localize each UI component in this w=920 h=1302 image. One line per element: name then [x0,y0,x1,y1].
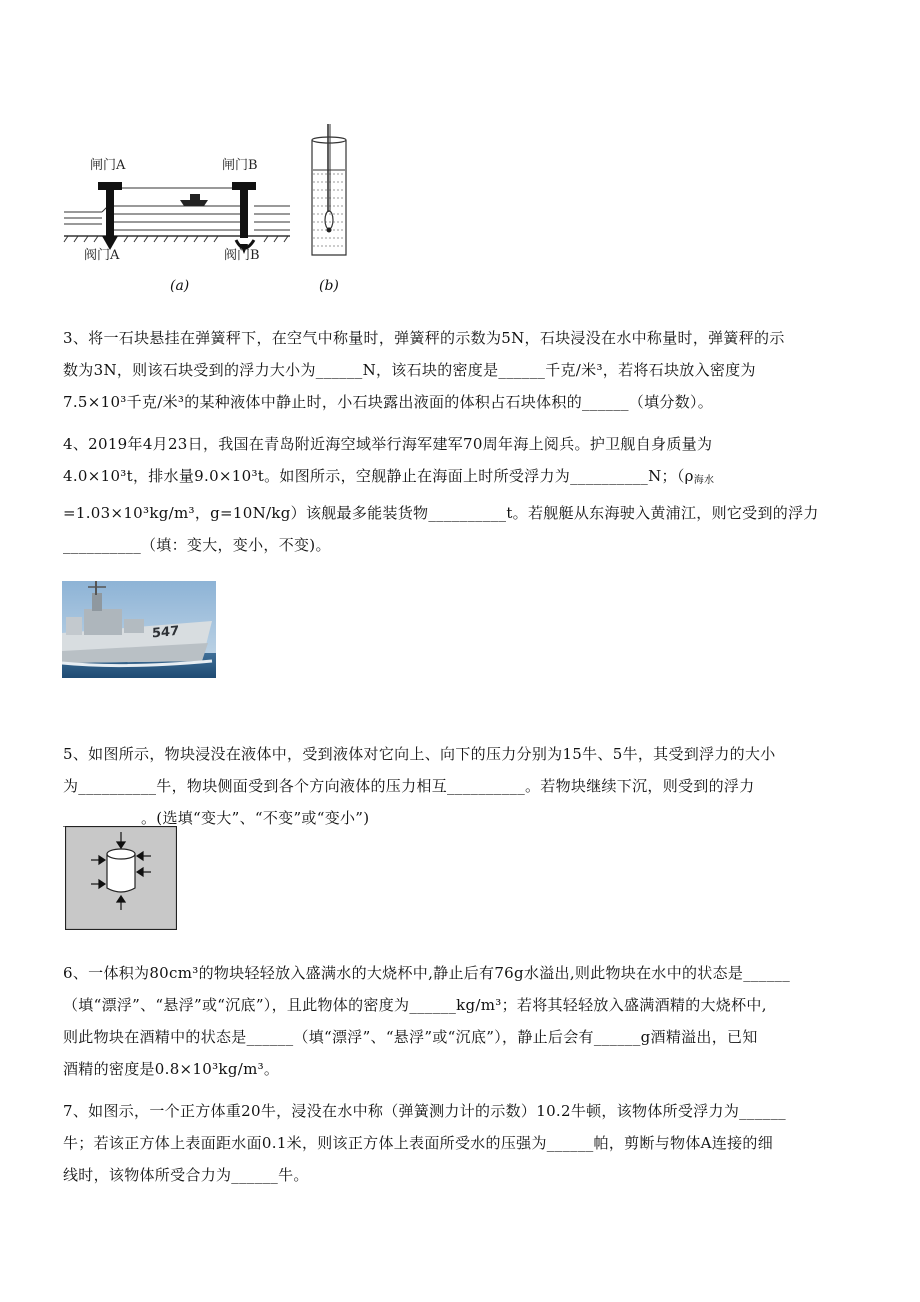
q4-line-2-text: 4.0×10³t，排水量9.0×10³t。如图所示，空舰静止在海面上时所受浮力为__________N；（ρ [63,467,694,485]
q3-line-2: 数为3N，则该石块受到的浮力大小为______N，该石块的密度是______千克/米³，若将石块放入密度为 [63,361,756,379]
q7-line-1: 7、如图示，一个正方体重20牛，浸没在水中称（弹簧测力计的示数）10.2牛顿，该物体所受浮力为______ [63,1102,786,1120]
q4-line-2 [63,460,863,497]
question-7 [63,1095,863,1191]
q3-line-1: 3、将一石块悬挂在弹簧秤下，在空气中称量时，弹簧秤的示数为5N，石块浸没在水中称量时，弹簧秤的示 [63,329,785,347]
ship-hull-number: 547 [152,623,180,642]
q6-line-3: 则此物块在酒精中的状态是______（填“漂浮”、“悬浮”或“沉底”），静止后会有______g酒精溢出，已知 [63,1028,758,1046]
q5-line-1: 5、如图所示，物块浸没在液体中，受到液体对它向上、向下的压力分别为15牛、5牛，其受到浮力的大小 [63,745,776,763]
question-6 [63,957,863,1085]
q4-line-3: =1.03×10³kg/m³，g=10N/kg）该舰最多能装货物__________t。若舰艇从东海驶入黄浦江，则它受到的浮力 [63,504,819,522]
q6-line-1: 6、一体积为80cm³的物块轻轻放入盛满水的大烧杯中,静止后有76g水溢出,则此物块在水中的状态是______ [63,964,790,982]
warship-image [62,581,216,678]
gate-a-label: 闸门A [90,158,126,173]
q4-line-4: __________（填：变大，变小，不变)。 [63,536,331,554]
question-3 [63,322,863,418]
q4-line-1: 4、2019年4月23日，我国在青岛附近海空域举行海军建军70周年海上阅兵。护卫舰自身质量为 [63,435,713,453]
q7-line-3: 线时，该物体所受合力为______牛。 [63,1166,309,1184]
question-4 [63,428,863,561]
figure-a [62,150,292,300]
q4-seawater-subscript: 海水 [693,475,715,486]
q7-line-2: 牛；若该正方体上表面距水面0.1米，则该正方体上表面所受水的压强为______帕，剪断与物体A连接的细 [63,1134,773,1152]
q3-line-3: 7.5×10³千克/米³的某种液体中静止时，小石块露出液面的体积占石块体积的______（填分数）。 [63,393,714,411]
q5-line-2: 为__________牛，物块侧面受到各个方向液体的压力相互__________。若物块继续下沉，则受到的浮力 [63,777,755,795]
figure-a-caption: (a) [170,278,190,294]
figure-b [300,120,360,300]
valve-b-label: 阀门B [224,248,260,263]
q6-line-4: 酒精的密度是0.8×10³kg/m³。 [63,1060,280,1078]
hydrometer-diagram [300,120,360,270]
pressure-arrows-diagram [65,826,177,930]
figure-b-caption: (b) [319,278,339,294]
q5-line-3: __________。(选填“变大”、“不变”或“变小”) [63,809,370,827]
gate-b-label: 闸门B [222,158,258,173]
submerged-block-figure [65,826,177,930]
question-5 [63,738,863,834]
q6-line-2: （填“漂浮”、“悬浮”或“沉底”），且此物体的密度为______kg/m³；若将其轻轻放入盛满酒精的大烧杯中, [63,996,767,1014]
warship-photo [62,581,216,678]
valve-a-label: 阀门A [84,248,120,263]
canal-lock-diagram [62,170,292,280]
